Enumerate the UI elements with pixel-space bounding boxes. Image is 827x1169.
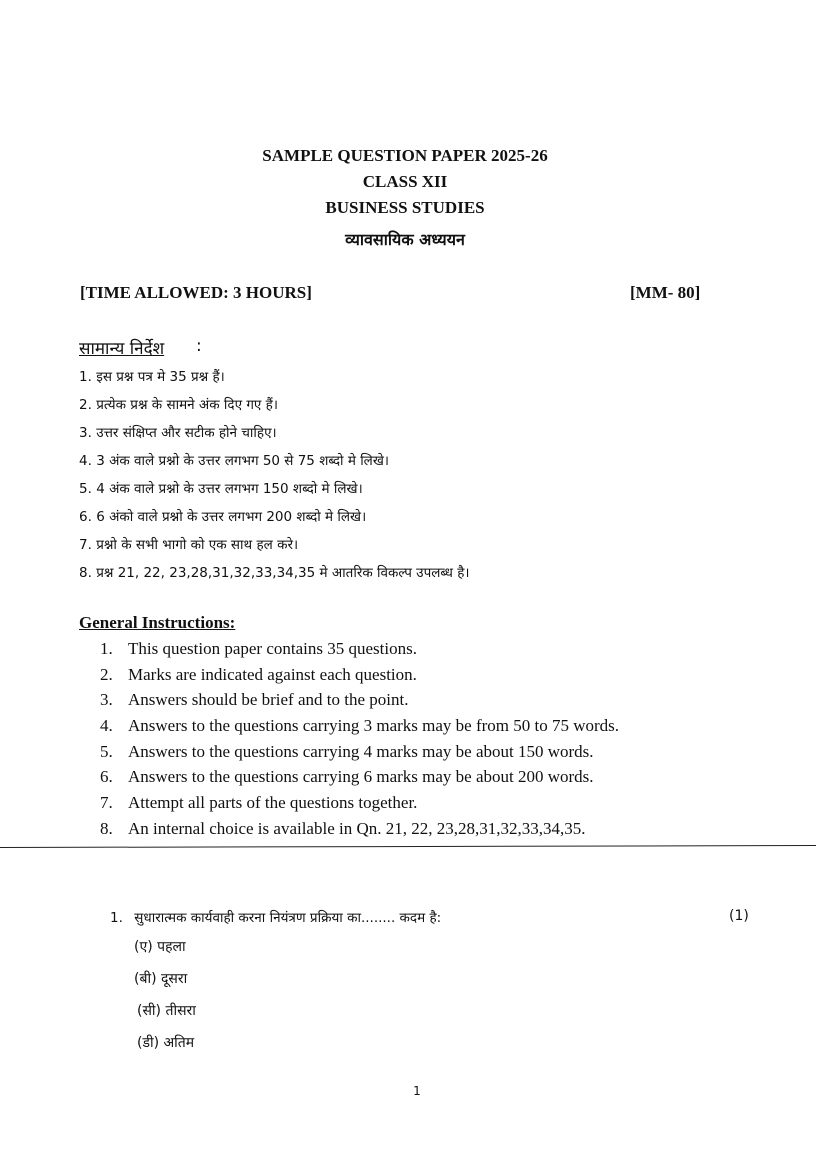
item-number: 2. [100, 664, 113, 684]
paper-title: SAMPLE QUESTION PAPER 2025-26 [262, 146, 548, 165]
option-c: (सी) तीसरा [137, 1003, 196, 1019]
subject-label-hindi: व्यावसायिक अध्ययन [345, 230, 465, 249]
item-text: Answers to the questions carrying 4 marks may be about 150 words. [128, 741, 594, 761]
item-text: Answers to the questions carrying 6 marks may be about 200 words. [128, 767, 594, 787]
list-item [100, 664, 619, 690]
option-a: (ए) पहला [134, 939, 186, 955]
hindi-instructions-list [79, 366, 470, 590]
list-item [79, 422, 470, 450]
list-item [79, 562, 470, 590]
item-text: This question paper contains 35 questions. [128, 639, 417, 658]
item-text: Answers to the questions carrying 3 marks may be from 50 to 75 words. [128, 716, 620, 736]
list-item [100, 689, 619, 715]
time-allowed: [TIME ALLOWED: 3 HOURS] [80, 283, 312, 302]
item-number: 5. [100, 741, 113, 761]
question-number: 1. [110, 910, 123, 926]
maximum-marks: [MM- 80] [630, 283, 701, 302]
list-item [79, 450, 470, 478]
subject-label: BUSINESS STUDIES [325, 198, 485, 217]
item-number: 3. [100, 690, 113, 710]
item-number: 2. [79, 397, 92, 413]
item-number: 7. [79, 537, 92, 553]
list-item [79, 366, 470, 394]
item-number: 4. [79, 453, 92, 469]
hindi-heading-text: सामान्य निर्देश [79, 339, 165, 359]
question-marks: (1) [729, 908, 749, 924]
list-item [100, 715, 619, 741]
list-item [79, 394, 470, 422]
item-text: प्रश्नो के सभी भागो को एक साथ हल करे। [96, 537, 299, 553]
page-number: 1 [413, 1084, 421, 1098]
item-text: Marks are indicated against each question. [128, 664, 417, 684]
item-text: Attempt all parts of the questions together. [128, 793, 418, 813]
list-item [79, 534, 470, 562]
question-1 [110, 908, 441, 926]
item-text: Answers should be brief and to the point. [128, 690, 409, 710]
item-text: प्रत्येक प्रश्न के सामने अंक दिए गए हैं। [96, 397, 278, 413]
item-number: 1. [79, 369, 92, 385]
general-instructions-heading: General Instructions: [79, 613, 236, 632]
item-number: 5. [79, 481, 92, 497]
question-1-options [134, 936, 196, 1064]
item-number: 3. [79, 425, 92, 441]
item-number: 7. [100, 793, 113, 813]
section-divider [0, 845, 816, 848]
item-number: 8. [100, 818, 113, 838]
question-text: सुधारात्मक कार्यवाही करना नियंत्रण प्रक्रिया का........ कदम है: [134, 910, 442, 926]
item-text: इस प्रश्न पत्र मे 35 प्रश्न हैं। [96, 369, 225, 385]
item-number: 1. [100, 639, 113, 658]
item-text: उत्तर संक्षिप्त और सटीक होने चाहिए। [96, 425, 277, 441]
item-text: 6 अंको वाले प्रश्नो के उत्तर लगभग 200 शब्दो मे लिखे। [96, 509, 367, 525]
list-item [100, 766, 619, 792]
option-b: (बी) दूसरा [134, 971, 188, 987]
item-number: 8. [79, 565, 92, 581]
option-d: (डी) अतिम [137, 1035, 195, 1051]
item-text: प्रश्न 21, 22, 23,28,31,32,33,34,35 मे आतरिक विकल्प उपलब्ध है। [96, 565, 470, 581]
item-text: 3 अंक वाले प्रश्नो के उत्तर लगभग 50 से 75 शब्दो मे लिखे। [96, 453, 389, 469]
list-item [79, 506, 470, 534]
hindi-heading-colon: : [196, 336, 202, 356]
item-number: 6. [79, 509, 92, 525]
list-item [100, 818, 619, 844]
class-label: CLASS XII [362, 172, 448, 191]
list-item [100, 792, 619, 818]
item-text: 4 अंक वाले प्रश्नो के उत्तर लगभग 150 शब्दो मे लिखे। [96, 481, 363, 497]
general-instructions-list [100, 638, 619, 844]
item-number: 6. [100, 767, 113, 787]
hindi-instructions-heading [79, 336, 164, 359]
list-item [100, 638, 619, 664]
list-item [100, 741, 619, 767]
item-text: An internal choice is available in Qn. 21, 22, 23,28,31,32,33,34,35. [128, 818, 586, 838]
item-number: 4. [100, 716, 113, 736]
list-item [79, 478, 470, 506]
